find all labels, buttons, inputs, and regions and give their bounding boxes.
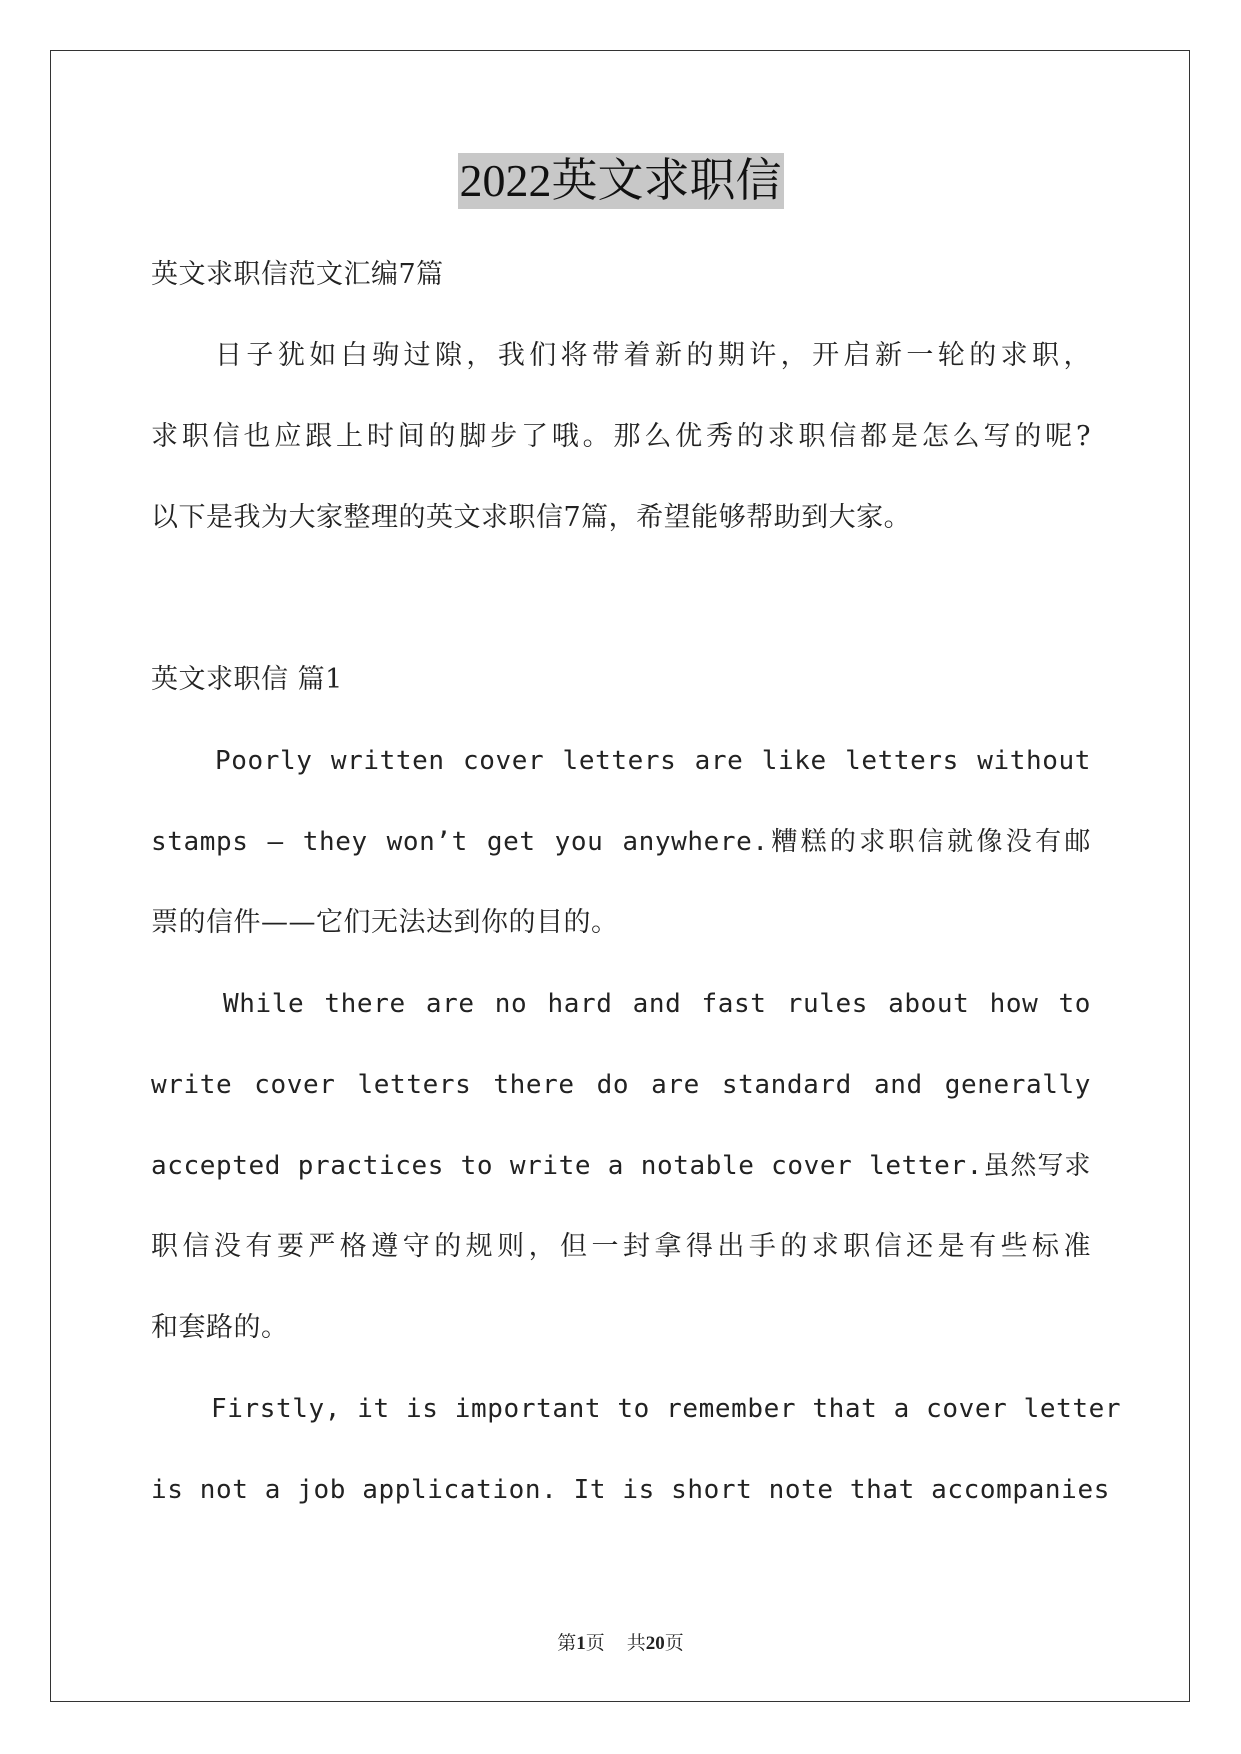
intro-line: 求职信也应跟上时间的脚步了哦。那么优秀的求职信都是怎么写的呢? <box>151 421 1091 452</box>
paragraph-line: While there are no hard and fast rules about how to <box>223 989 1091 1019</box>
page-number: 1 <box>576 1633 586 1654</box>
total-suffix: 页 <box>664 1633 684 1654</box>
page-footer <box>0 1628 1241 1655</box>
paragraph-line: is not a job application. It is short note that accompanies <box>151 1475 1110 1505</box>
paragraph-line: Poorly written cover letters are like letters without <box>215 746 1091 776</box>
document-subtitle: 英文求职信范文汇编7篇 <box>151 259 444 290</box>
intro-line: 日子犹如白驹过隙，我们将带着新的期许，开启新一轮的求职， <box>215 340 1091 371</box>
section-heading: 英文求职信 篇1 <box>151 664 343 695</box>
intro-line: 以下是我为大家整理的英文求职信7篇，希望能够帮助到大家。 <box>151 502 912 533</box>
blank-line <box>151 579 1091 660</box>
title-container <box>0 153 1241 209</box>
paragraph-line: 票的信件——它们无法达到你的目的。 <box>151 907 619 938</box>
document-body <box>151 255 1122 1551</box>
total-pages: 20 <box>645 1633 665 1654</box>
paragraph-line: Firstly, it is important to remember that a cover letter <box>211 1394 1122 1424</box>
paragraph-line: stamps – they won’t get you anywhere.糟糕的求职信就像没有邮 <box>151 827 1091 857</box>
paragraph-line: accepted practices to write a notable cover letter.虽然写求 <box>151 1151 1091 1181</box>
page-prefix: 第 <box>557 1633 577 1654</box>
total-prefix: 共 <box>626 1633 646 1654</box>
document-title: 2022英文求职信 <box>458 153 784 209</box>
paragraph-line: write cover letters there do are standard and generally <box>151 1070 1091 1100</box>
page-suffix: 页 <box>585 1633 605 1654</box>
paragraph-line: 职信没有要严格遵守的规则，但一封拿得出手的求职信还是有些标准 <box>151 1231 1091 1262</box>
paragraph-line: 和套路的。 <box>151 1312 289 1343</box>
